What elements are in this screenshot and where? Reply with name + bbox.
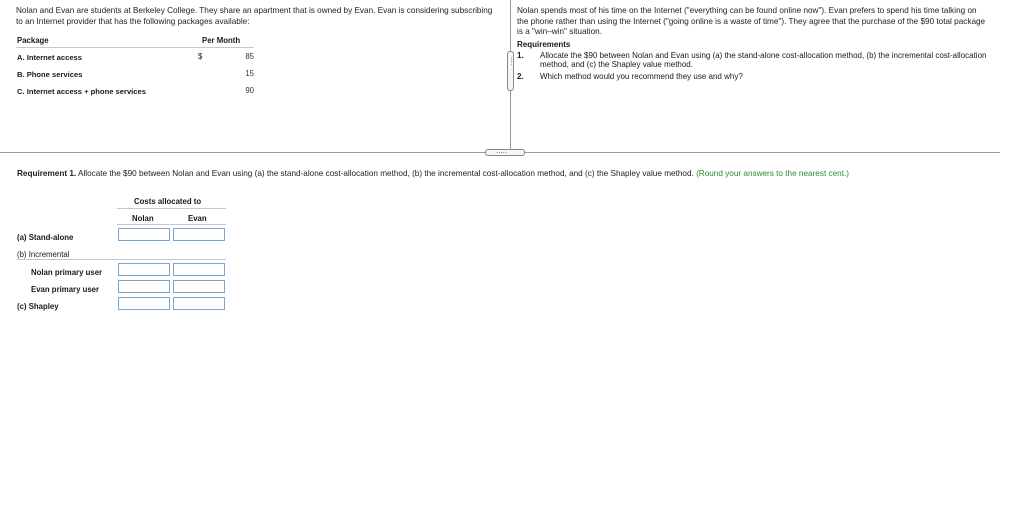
scenario-text: Nolan spends most of his time on the Internet ("everything can be found online now"). Evan prefers to spend his time talking on the phone rather than using the Internet ("going online is a waste of time"). They agree that the purchase of the $90 total package is a "win–win" situation. [517, 6, 986, 36]
row-label-nolan-primary: Nolan primary user [31, 268, 103, 277]
package-price: 90 [245, 86, 254, 95]
nolan-primary-evan-input[interactable] [173, 263, 225, 276]
horizontal-splitter-handle[interactable] [485, 146, 525, 156]
evan-primary-nolan-input[interactable] [118, 280, 170, 293]
shapley-nolan-input[interactable] [118, 297, 170, 310]
packages-table [16, 36, 254, 99]
divider [117, 224, 226, 225]
standalone-evan-input[interactable] [173, 228, 225, 241]
rounding-hint: (Round your answers to the nearest cent.) [696, 169, 849, 178]
requirement-item [517, 51, 987, 70]
package-label: A. Internet access [17, 53, 82, 62]
requirement-number: 2. [517, 71, 524, 81]
header-package: Package [17, 36, 49, 45]
nolan-primary-nolan-input[interactable] [118, 263, 170, 276]
requirement-text: Which method would you recommend they use and why? [540, 71, 743, 81]
costs-allocated-title: Costs allocated to [134, 197, 202, 206]
packages-table-header [16, 36, 254, 48]
vertical-splitter-handle[interactable] [507, 51, 514, 91]
intro-text: Nolan and Evan are students at Berkeley College. They share an apartment that is owned by Evan. Evan is considering subscribing to an Internet provider that has the following packages available: [16, 6, 493, 26]
table-row [16, 65, 254, 82]
divider [17, 259, 226, 260]
requirements-pane [517, 6, 987, 81]
package-price: 85 [245, 52, 254, 61]
column-header-nolan: Nolan [132, 214, 154, 223]
divider [117, 208, 226, 209]
requirement-1-prompt [17, 169, 849, 178]
grip-icon: ..... [496, 146, 508, 155]
header-per-month: Per Month [202, 36, 241, 45]
row-label-shapley: (c) Shapley [17, 302, 59, 311]
column-header-evan: Evan [188, 214, 207, 223]
requirement-1-label: Requirement 1. [17, 169, 77, 178]
standalone-nolan-input[interactable] [118, 228, 170, 241]
currency-symbol: $ [198, 52, 203, 61]
grip-icon: ..... [509, 57, 515, 66]
evan-primary-evan-input[interactable] [173, 280, 225, 293]
requirement-number: 1. [517, 50, 524, 60]
requirement-item [517, 72, 987, 82]
table-row [16, 82, 254, 99]
table-row [16, 48, 254, 65]
row-label-incremental: (b) Incremental [17, 250, 70, 259]
package-price: 15 [245, 69, 254, 78]
row-label-evan-primary: Evan primary user [31, 285, 100, 294]
row-label-standalone: (a) Stand-alone [17, 233, 74, 242]
requirement-text: Allocate the $90 between Nolan and Evan using (a) the stand-alone cost-allocation method, (b) the incremental cost-allocation method, and (c) the Shapley value method. [540, 50, 987, 69]
package-label: B. Phone services [17, 70, 83, 79]
package-label: C. Internet access + phone services [17, 87, 146, 96]
requirements-title: Requirements [517, 39, 571, 49]
shapley-evan-input[interactable] [173, 297, 225, 310]
problem-pane [16, 6, 500, 96]
requirement-1-text: Allocate the $90 between Nolan and Evan using (a) the stand-alone cost-allocation method, (b) the incremental cost-allocation method, and (c) the Shapley value method. [77, 169, 694, 178]
